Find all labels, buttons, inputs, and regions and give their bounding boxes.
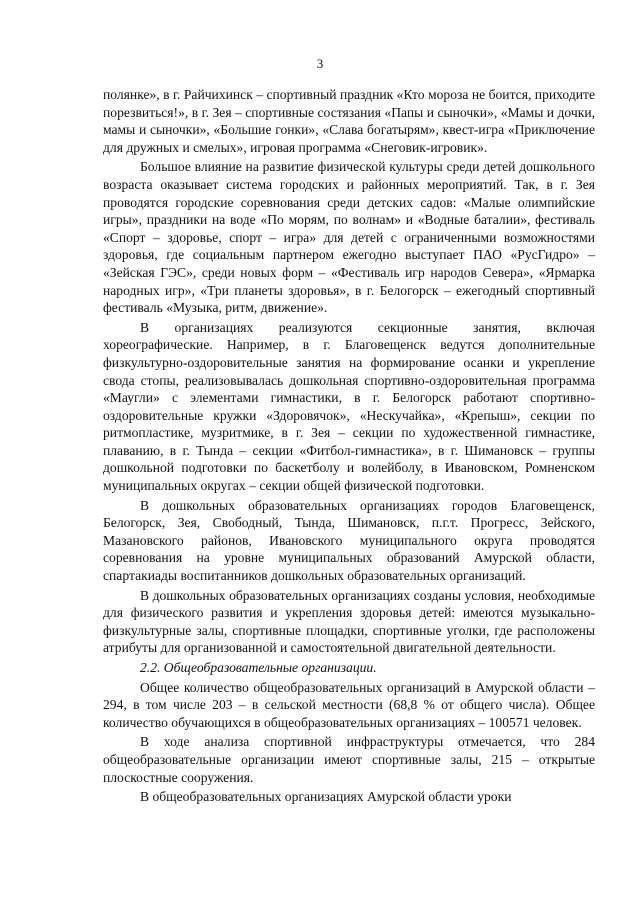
paragraph: В ходе анализа спортивной инфраструктуры отмечается, что 284 общеобразовательные организации имеют спортивные залы, 215 – открытые плоскостные сооружения. — [103, 734, 595, 785]
paragraph: В дошкольных образовательных организациях городов Благовещенск, Белогорск, Зея, Свободный, Тында, Шимановск, п.г.т. Прогресс, Зейского, Мазановского районов, Ивановского муниципального округа проводятся соревнования на уровне муниципальных образований Амурской области, спартакиады воспитанников дошкольных образовательных организаций. — [103, 497, 595, 584]
paragraph: В общеобразовательных организациях Амурской области уроки — [140, 789, 512, 805]
page-number: 3 — [316, 56, 324, 71]
paragraph: полянке», в г. Райчихинск – спортивный праздник «Кто мороза не боится, приходите порезвиться!», в г. Зея – спортивные состязания «Папы и сыночки», «Мамы и дочки, мамы и сыночки», «Большие гонки», «Слава богатырям», квест-игра «Приключение для дружных и смелых», игровая программа «Снеговик-игровик». — [103, 87, 595, 155]
paragraph: В дошкольных образовательных организациях созданы условия, необходимые для физического развития и укрепления здоровья детей: имеются музыкально-физкультурные залы, спортивные площадки, спортивные уголки, где расположены атрибуты для организованной и самостоятельной двигательной деятельности. — [103, 587, 595, 656]
paragraph: В организациях реализуются секционные занятия, включая хореографические. Например, в г. Благовещенск ведутся дополнительные физкультурно-оздоровительные занятия на формирование осанки и укрепление свода стопы, реализовывалась дошкольная спортивно-оздоровительная программа «Маугли» с элементами гимнастики, в г. Белогорск работают спортивно-оздоровительные кружки «Здоровячок», «Нескучайка», «Крепыш», секции по ритмопластике, музритмике, в г. Зея – секции по художественной гимнастике, плаванию, в г. Тында – секции «Фитбол-гимнастика», в г. Шимановск – группы дошкольной подготовки по баскетболу и волейболу, в Ивановском, Ромненском муниципальных округах – секции общей физической подготовки. — [103, 319, 595, 494]
paragraph: Большое влияние на развитие физической культуры среди детей дошкольного возраста оказывает система городских и районных мероприятий. Так, в г. Зея проводятся городские соревнования среди детских садов: «Малые олимпийские игры», праздники на воде «По морям, по волнам» и «Водные баталии», фестиваль «Спорт – здоровье, спорт – игра» для детей с ограниченными возможностями здоровья, где социальным партнером ежегодно выступает ПАО «РусГидро» – «Зейская ГЭС», среди новых форм – «Фестиваль игр народов Севера», «Ярмарка народных игр», «Три планеты здоровья», в г. Белогорск – ежегодный спортивный фестиваль «Музыка, ритм, движение». — [103, 159, 595, 316]
paragraph: Общее количество общеобразовательных организаций в Амурской области – 294, в том числе 203 – в сельской местности (68,8 % от общего числа). Общее количество обучающихся в общеобразовательных организациях – 100571 человек. — [103, 679, 595, 730]
document-body — [103, 86, 595, 806]
section-heading: 2.2. Общеобразовательные организации. — [140, 660, 377, 675]
